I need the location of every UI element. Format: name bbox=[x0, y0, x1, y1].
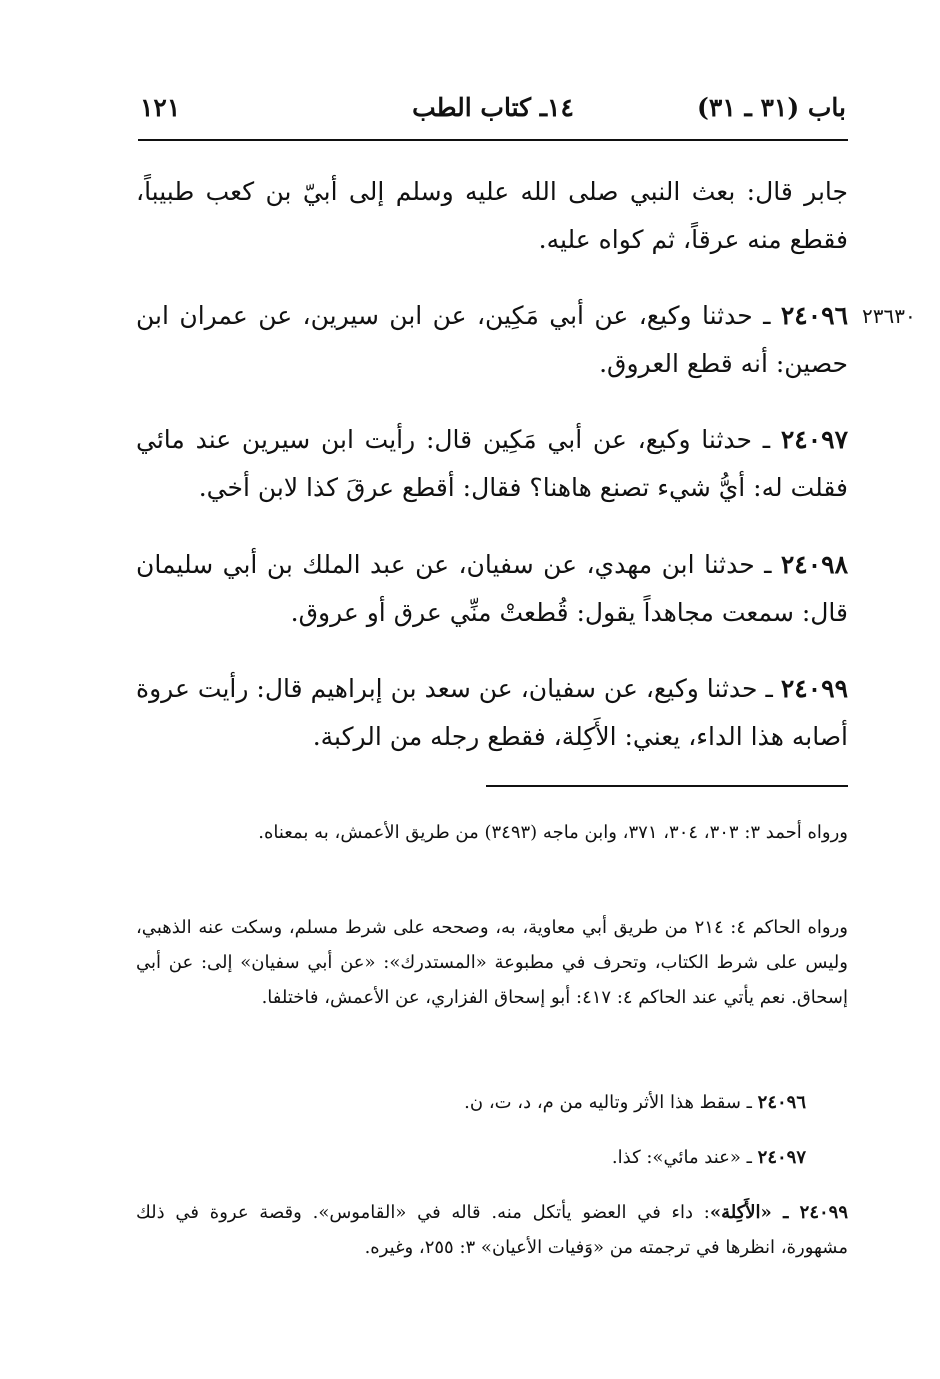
hadith-number: ٢٤٠٩٨ bbox=[780, 550, 848, 579]
footnote-number: ٢٤٠٩٦ bbox=[757, 1092, 806, 1113]
footnote-24097 bbox=[136, 1140, 806, 1175]
hadith-number: ٢٤٠٩٦ bbox=[780, 301, 848, 330]
hadith-text: ـ حدثنا وكيع، عن أبي مَكِين قال: رأيت ابن سيرين عند مائي فقلت له: أيُّ شيء تصنع هاهنا؟ فقال: أقطع عرقَ كذا لابن أخي. bbox=[136, 425, 848, 502]
hadith-text: ـ حدثنا وكيع، عن سفيان، عن سعد بن إبراهيم قال: رأيت عروة أصابه هذا الداء، يعني: الأَكِلة، فقطع رجله من الركبة. bbox=[136, 674, 848, 751]
footnote-text: ـ «عند مائي»: كذا. bbox=[611, 1147, 758, 1168]
footnote bbox=[136, 910, 848, 1015]
footnote-text: ورواه الحاكم ٤: ٢١٤ من طريق أبي معاوية، به، وصححه على شرط مسلم، وسكت عنه الذهبي، وليس على شرط الكتاب، وتحرف في مطبوعة «المستدرك»: «عن أبي سفيان» إلى: عن أبي إسحاق. نعم يأتي عند الحاكم ٤: ٤١٧: أبو إسحاق الفزاري، عن الأعمش، فاختلفا. bbox=[136, 917, 849, 1008]
footnote-text: ورواه أحمد ٣: ٣٠٣، ٣٠٤، ٣٧١، وابن ماجه (٣٤٩٣) من طريق الأعمش، به بمعناه. bbox=[258, 822, 848, 843]
footnote-text: : داء في العضو يأتكل منه. قاله في «القاموس». وقصة عروة في ذلك مشهورة، انظرها في ترجمته من «وَفيات الأعيان» ٣: ٢٥٥، وغيره. bbox=[136, 1202, 848, 1258]
footnote-number: ٢٤٠٩٩ bbox=[799, 1202, 848, 1223]
header-rule bbox=[138, 139, 848, 141]
hadith-24096 bbox=[136, 292, 848, 388]
footnote bbox=[136, 815, 848, 850]
page-number: ١٢١ bbox=[140, 93, 181, 122]
book-title: ١٤ـ كتاب الطب bbox=[412, 93, 574, 122]
chapter-range: باب (٣١ ـ ٣١) bbox=[697, 93, 846, 122]
running-header bbox=[140, 88, 846, 128]
footnote-24096 bbox=[136, 1085, 806, 1120]
footnote-separator bbox=[486, 785, 848, 787]
hadith-text: ـ حدثنا وكيع، عن أبي مَكِين، عن ابن سيرين، عن عمران ابن حصين: أنه قطع العروق. bbox=[136, 301, 848, 378]
footnote-text: ـ سقط هذا الأثر وتاليه من م، د، ت، ن. bbox=[464, 1092, 758, 1113]
margin-reference-number: ٢٣٦٣٠ bbox=[862, 304, 916, 328]
hadith-number: ٢٤٠٩٩ bbox=[780, 674, 848, 703]
hadith-24099 bbox=[136, 665, 848, 761]
footnote-24099 bbox=[136, 1195, 848, 1265]
hadith-24098 bbox=[136, 541, 848, 637]
hadith-text: ـ حدثنا ابن مهدي، عن سفيان، عن عبد الملك بن أبي سليمان قال: سمعت مجاهداً يقول: قُطعتْ منِّي عرق أو عروق. bbox=[136, 550, 848, 627]
paragraph-text: جابر قال: بعث النبي صلى الله عليه وسلم إلى أبيّ بن كعب طبيباً، فقطع منه عرقاً، ثم كواه عليه. bbox=[136, 177, 848, 254]
hadith-number: ٢٤٠٩٧ bbox=[780, 425, 848, 454]
footnote-number: ٢٤٠٩٧ bbox=[757, 1147, 806, 1168]
hadith-24097 bbox=[136, 416, 848, 512]
footnote-term: ـ «الأَكِلة» bbox=[709, 1202, 800, 1223]
paragraph-continuation bbox=[136, 168, 848, 264]
